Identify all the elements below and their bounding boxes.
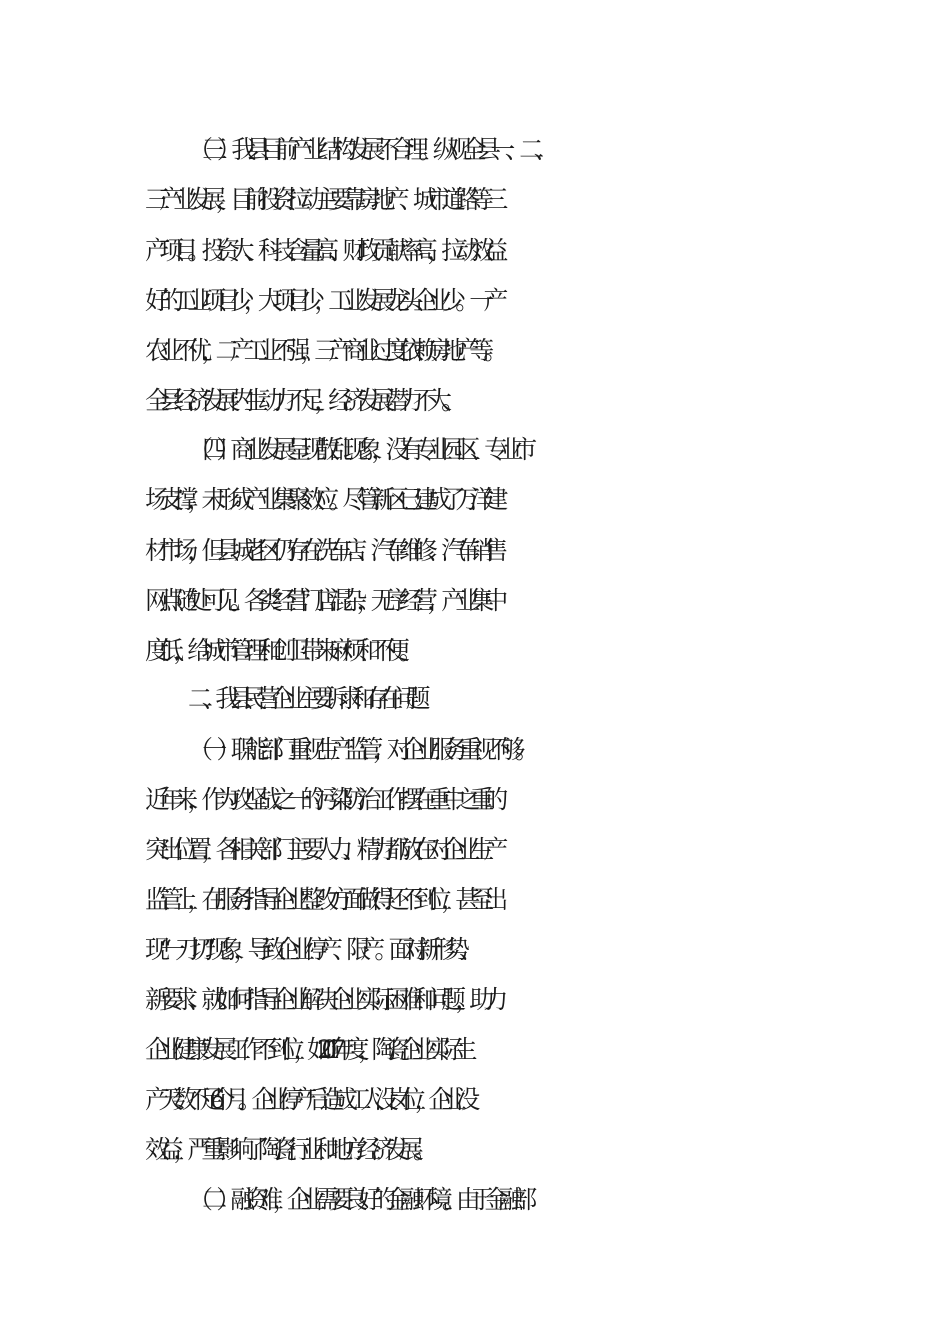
paragraph-yi-line-4: 监管上，在服务指导企业整改方面做得还不到位，甚至出 [145,885,498,914]
paragraph-san-line-6: 全县经济发展内生动力不足，经济发展潜力不大。 [145,386,456,415]
paragraph-san-line-4: 好的工业项目少，大项目少，工业发展龙头企业少。一产 [145,286,498,315]
paragraph-si-line-4: 网点随处可见。各类经营门店混杂，无序经营，产业集中 [145,586,498,615]
paragraph-yi-line-2: 近年来，作为攻坚战之一的污染防治工作摆在重中之重的 [145,785,498,814]
paragraph-si-line-2: 场支撑，未形成产业集聚效应。尽管新区已建成了万洋建 [145,485,498,514]
paragraph-yi-line-3: 突出位置，各相关部门主要人力、精力都放在对企业生产 [145,835,498,864]
paragraph-san-line-1: （三）我县目前产业结构发展不合理。纵观全县一、二、 [188,135,549,164]
paragraph-si-line-5: 度低，给城市管理和创卫带来麻烦和不便。 [145,636,413,665]
paragraph-san-line-3: 产项目。投资大、科技含量高、财政贡献率高，拉动效益 [145,236,498,265]
paragraph-yi-line-7: 企业健康发展工作不到位，如 2017 年度，陶瓷企业实际生 [145,1035,467,1064]
paragraph-san-line-5: 农业不优，二产工业不强，三产商业过度依赖房地产等。 [145,336,498,365]
paragraph-yi-line-9: 效益，严重影响了陶瓷行业和地方经济发展。 [145,1135,428,1164]
paragraph-yi-line-6: 新要求、就如何指导企业解决企业实际困难和问题，助力 [145,985,498,1014]
paragraph-si-line-1: （四）商业发展呈现散乱现象，没有专业园区、专业市 [188,435,527,464]
paragraph-yi-line-5: 现“一刀切”现象，导致企业停产、限产。面对新形势、 [145,935,474,964]
paragraph-si-line-3: 材市场，但县城老区仍存在洗车店、汽车维修、汽车销售 [145,536,498,565]
paragraph-san-line-2: 三产业发展，目前投资拉动主要靠房地产、城市道路等三 [145,185,498,214]
paragraph-er-line-1: （二）融资难，企业需要良好的金融环境。由于金融部 [188,1185,527,1214]
section-heading: 二、我县民营企业主要诉求和存在问题 [188,684,420,713]
paragraph-yi-line-8: 产天数不足 6 个月。企业停产后造成工人没岗位，企业没 [145,1085,470,1114]
paragraph-yi-line-1: （一）职能部门重视生产监管，对企业服务重视不够。 [188,735,529,764]
